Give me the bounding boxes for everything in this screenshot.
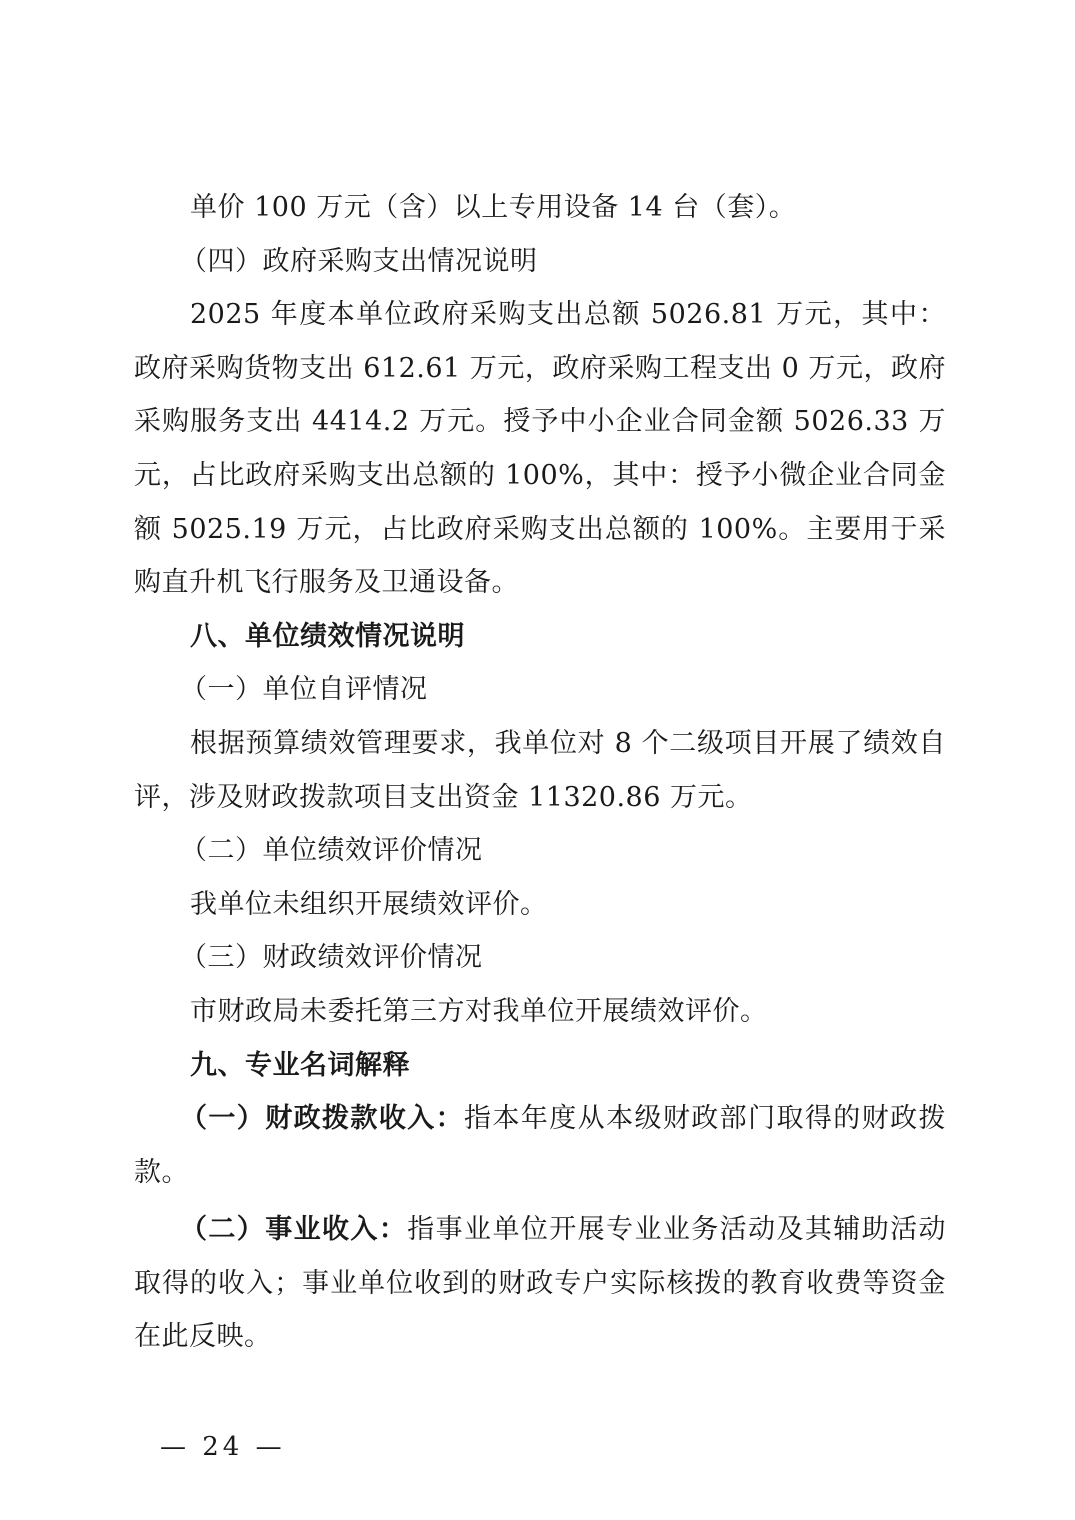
- definition-fiscal-appropriation: [134, 1092, 946, 1199]
- subheading-self-evaluation: （一）单位自评情况: [180, 674, 428, 706]
- paragraph-equipment: 单价 100 万元（含）以上专用设备 14 台（套）。: [190, 192, 797, 223]
- subheading-finance-evaluation: （三）财政绩效评价情况: [180, 942, 483, 974]
- document-body: [134, 181, 946, 1364]
- section-heading-glossary: 九、专业名词解释: [190, 1049, 410, 1081]
- paragraph-self-evaluation: 根据预算绩效管理要求，我单位对 8 个二级项目开展了绩效自评，涉及财政拨款项目支出资金 11320.86 万元。: [134, 727, 946, 813]
- definition-term: （二）事业收入：: [180, 1214, 408, 1246]
- definition-text: 指事业单位开展专业业务活动及其辅助活动取得的收入；事业单位收到的财政专户实际核拨的教育收费等资金在此反映。: [134, 1214, 947, 1353]
- paragraph-unit-evaluation: 我单位未组织开展绩效评价。: [190, 888, 548, 920]
- definition-text: 指本年度从本级财政部门取得的财政拨款。: [134, 1103, 947, 1188]
- page-number: — 24 —: [160, 1432, 286, 1462]
- paragraph-procurement: 2025 年度本单位政府采购支出总额 5026.81 万元，其中：政府采购货物支出 612.61 万元，政府采购工程支出 0 万元，政府采购服务支出 4414.2 万元。授予中小企业合同金额 5026.33 万元，占比政府采购支出总额的 100%，其中：授予小微企业合同金额 5025.19 万元，占比政府采购支出总额的 100%。主要用于采购直升机飞行服务及卫通设备。: [134, 299, 946, 599]
- section-heading-performance: 八、单位绩效情况说明: [190, 620, 465, 652]
- definition-term: （一）财政拨款收入：: [180, 1103, 465, 1135]
- subheading-unit-evaluation: （二）单位绩效评价情况: [180, 835, 483, 867]
- subheading-procurement: （四）政府采购支出情况说明: [180, 245, 538, 277]
- definition-business-income: [134, 1203, 946, 1364]
- paragraph-finance-evaluation: 市财政局未委托第三方对我单位开展绩效评价。: [190, 995, 768, 1027]
